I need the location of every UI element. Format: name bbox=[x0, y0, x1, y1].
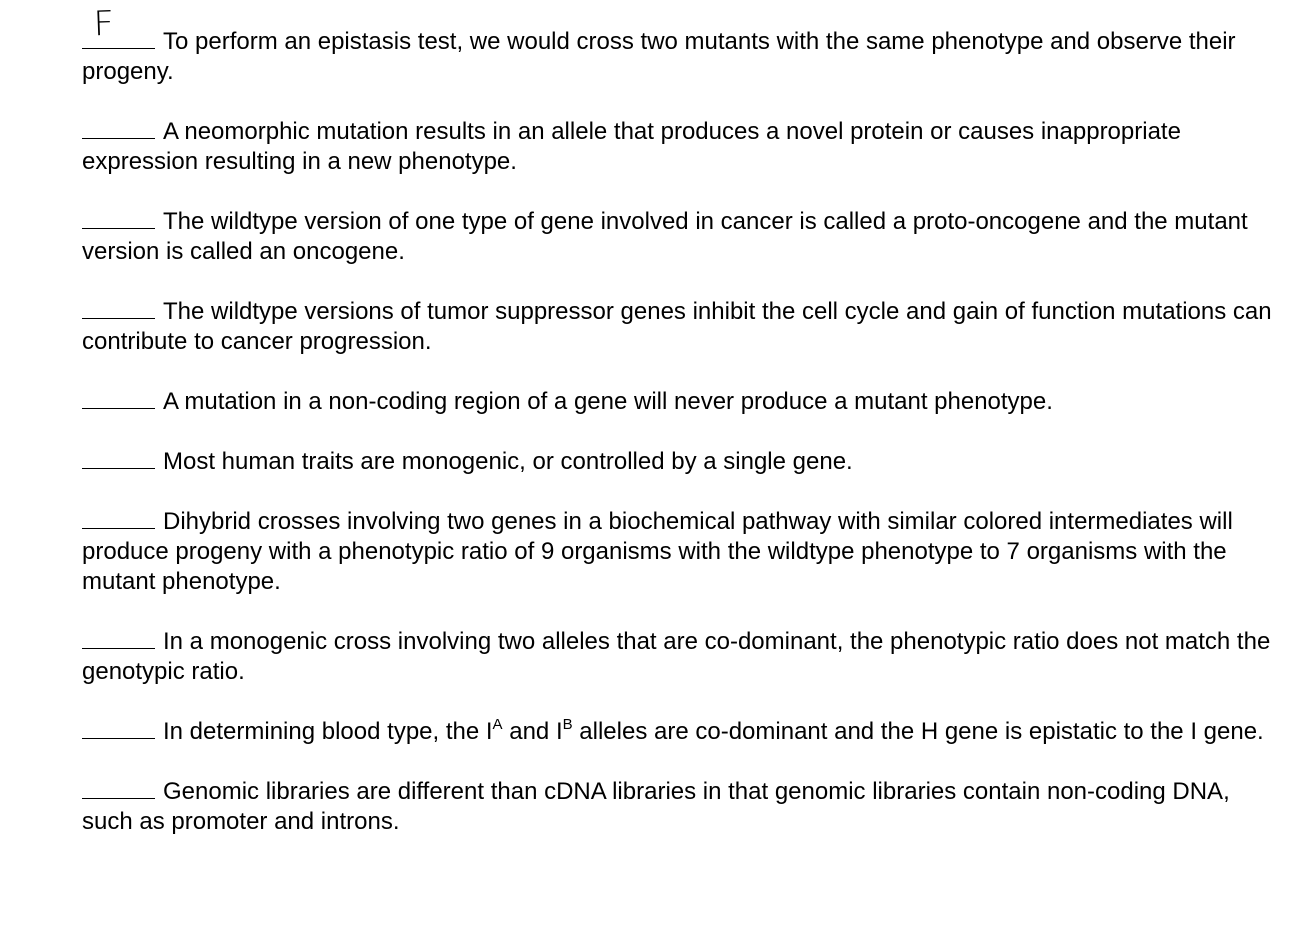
answer-blank[interactable] bbox=[82, 447, 155, 469]
question-2 bbox=[82, 117, 1278, 177]
question-5 bbox=[82, 387, 1278, 417]
question-7 bbox=[82, 507, 1278, 597]
question-text: To perform an epistasis test, we would cross two mutants with the same phenotype and observe their progeny. bbox=[82, 28, 1236, 85]
question-4 bbox=[82, 297, 1278, 357]
handwritten-answer: F bbox=[92, 3, 115, 45]
allele-superscript-a: A bbox=[492, 716, 503, 733]
question-text: In a monogenic cross involving two alleles that are co-dominant, the phenotypic ratio does not match the genotypic ratio. bbox=[82, 628, 1271, 685]
answer-blank[interactable] bbox=[82, 717, 155, 739]
question-9 bbox=[82, 717, 1278, 747]
question-text: A neomorphic mutation results in an allele that produces a novel protein or causes inappropriate expression resulting in a new phenotype. bbox=[82, 118, 1181, 175]
answer-blank[interactable] bbox=[82, 297, 155, 319]
question-10 bbox=[82, 777, 1278, 837]
question-8 bbox=[82, 627, 1278, 687]
answer-blank[interactable] bbox=[82, 627, 155, 649]
question-text: Dihybrid crosses involving two genes in a biochemical pathway with similar colored intermediates will produce progeny with a phenotypic ratio of 9 organisms with the wildtype phenotype to 7 organisms with the mutant phenotype. bbox=[82, 508, 1233, 595]
question-6 bbox=[82, 447, 1278, 477]
question-text: A mutation in a non-coding region of a gene will never produce a mutant phenotype. bbox=[163, 388, 1053, 415]
answer-blank[interactable] bbox=[82, 117, 155, 139]
answer-blank[interactable] bbox=[82, 507, 155, 529]
question-text-part-a: In determining blood type, the I bbox=[163, 718, 493, 745]
allele-superscript-b: B bbox=[562, 716, 573, 733]
question-text-part-c: alleles are co-dominant and the H gene is epistatic to the I gene. bbox=[572, 718, 1264, 745]
question-text: Genomic libraries are different than cDNA libraries in that genomic libraries contain non-coding DNA, such as promoter and introns. bbox=[82, 778, 1230, 835]
question-3 bbox=[82, 207, 1278, 267]
question-text-part-b: and I bbox=[502, 718, 563, 745]
question-text: The wildtype version of one type of gene involved in cancer is called a proto-oncogene and the mutant version is called an oncogene. bbox=[82, 208, 1248, 265]
question-text: Most human traits are monogenic, or controlled by a single gene. bbox=[163, 448, 853, 475]
answer-blank[interactable] bbox=[82, 387, 155, 409]
answer-blank[interactable] bbox=[82, 777, 155, 799]
question-text: The wildtype versions of tumor suppressor genes inhibit the cell cycle and gain of function mutations can contribute to cancer progression. bbox=[82, 298, 1272, 355]
answer-blank[interactable] bbox=[82, 207, 155, 229]
true-false-worksheet bbox=[82, 3, 1278, 867]
question-1 bbox=[82, 3, 1278, 87]
answer-blank[interactable] bbox=[82, 3, 155, 49]
